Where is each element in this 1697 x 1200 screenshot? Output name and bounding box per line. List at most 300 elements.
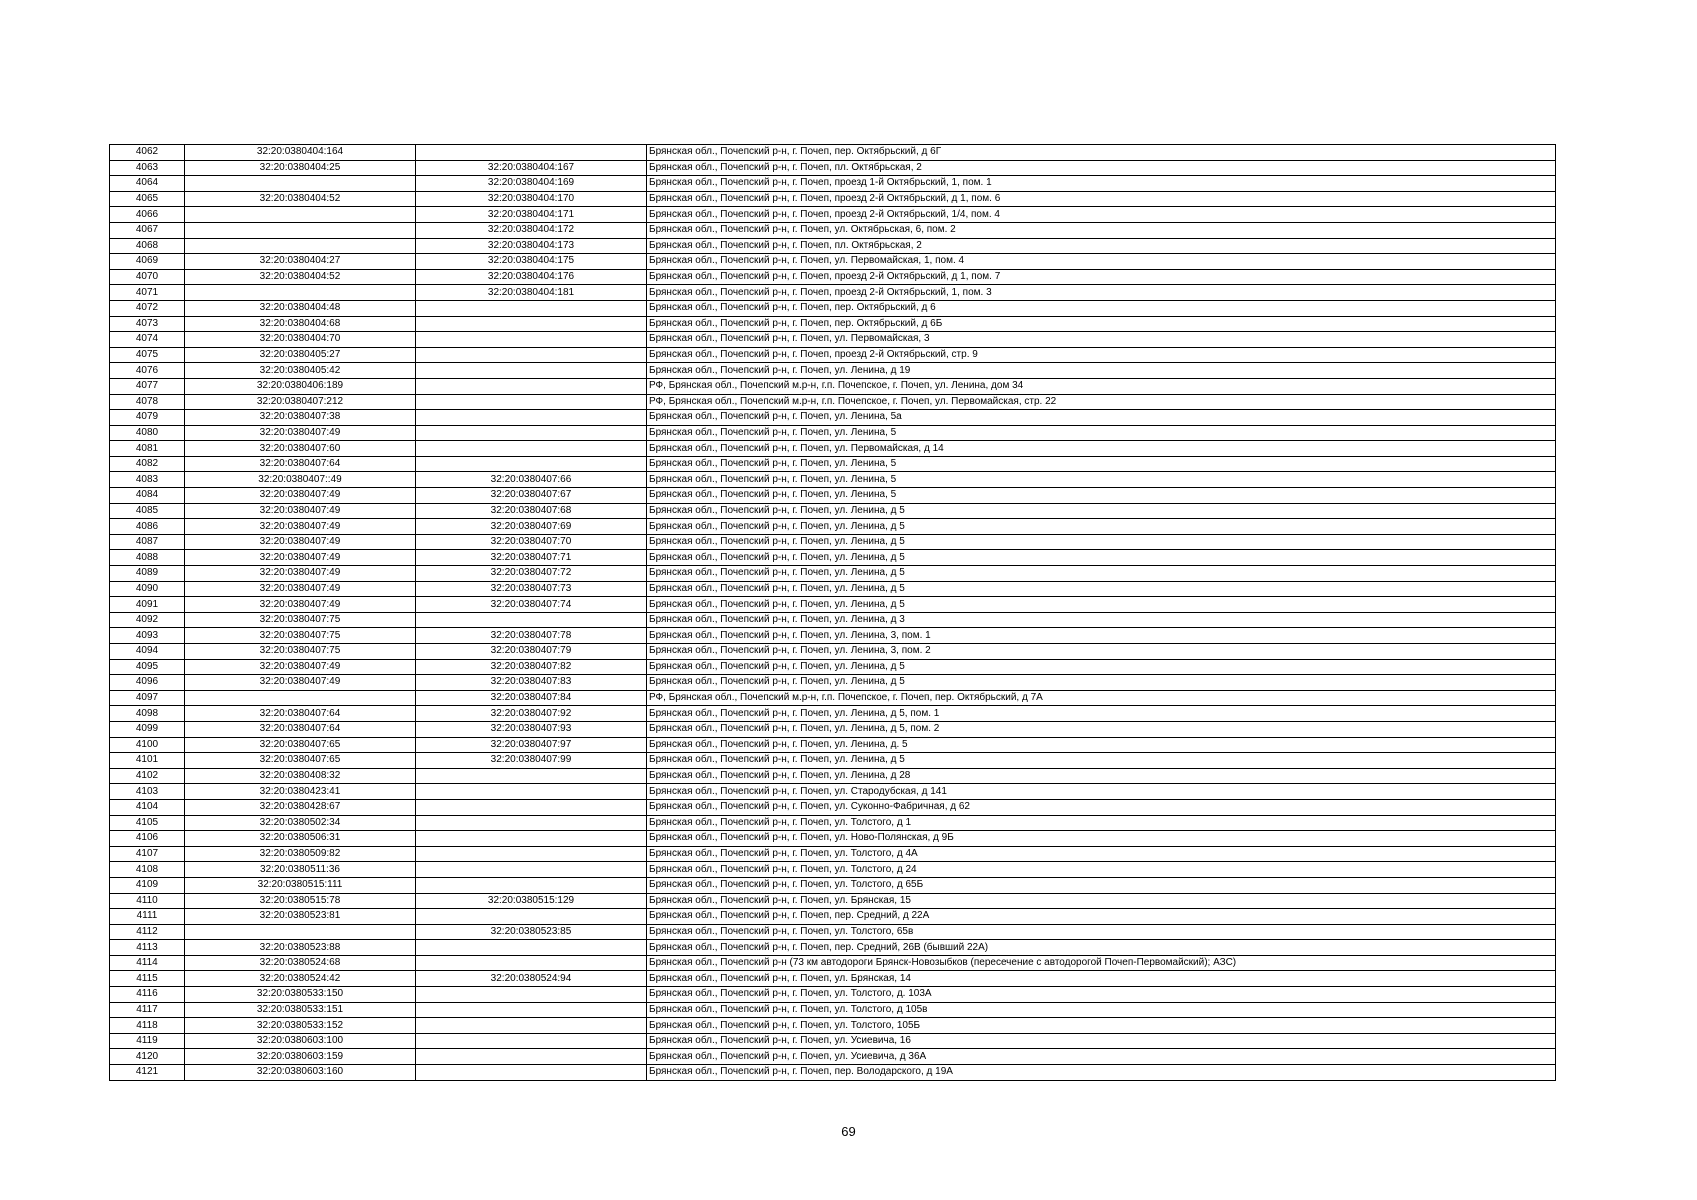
building-cadastral-number-cell: [416, 1033, 647, 1049]
land-cadastral-number-cell: 32:20:0380407:49: [185, 597, 416, 613]
address-cell: Брянская обл., Почепский р-н, г. Почеп, ул. Ленина, д 5: [647, 550, 1556, 566]
address-cell: Брянская обл., Почепский р-н, г. Почеп, проезд 2-й Октябрьский, д 1, пом. 6: [647, 191, 1556, 207]
table-row: [110, 893, 1556, 909]
table-row: [110, 145, 1556, 161]
row-number-cell: 4087: [110, 534, 185, 550]
table-row: [110, 425, 1556, 441]
table-row: [110, 644, 1556, 660]
address-cell: Брянская обл., Почепский р-н, г. Почеп, ул. Ленина, д 5, пом. 2: [647, 721, 1556, 737]
land-cadastral-number-cell: 32:20:0380502:34: [185, 815, 416, 831]
row-number-cell: 4107: [110, 846, 185, 862]
building-cadastral-number-cell: [416, 1002, 647, 1018]
row-number-cell: 4072: [110, 300, 185, 316]
table-row: [110, 753, 1556, 769]
table-row: [110, 987, 1556, 1003]
address-cell: Брянская обл., Почепский р-н, г. Почеп, ул. Толстого, 65в: [647, 924, 1556, 940]
address-cell: Брянская обл., Почепский р-н, г. Почеп, ул. Ленина, д 3: [647, 612, 1556, 628]
building-cadastral-number-cell: 32:20:0380404:172: [416, 222, 647, 238]
land-cadastral-number-cell: 32:20:0380406:189: [185, 378, 416, 394]
address-cell: Брянская обл., Почепский р-н, г. Почеп, ул. Ленина, д 28: [647, 768, 1556, 784]
address-cell: Брянская обл., Почепский р-н, г. Почеп, проезд 1-й Октябрьский, 1, пом. 1: [647, 176, 1556, 192]
land-cadastral-number-cell: 32:20:0380533:152: [185, 1018, 416, 1034]
land-cadastral-number-cell: 32:20:0380603:100: [185, 1033, 416, 1049]
land-cadastral-number-cell: 32:20:0380404:52: [185, 269, 416, 285]
table-row: [110, 300, 1556, 316]
address-cell: Брянская обл., Почепский р-н, г. Почеп, пер. Октябрьский, д 6: [647, 300, 1556, 316]
address-cell: Брянская обл., Почепский р-н, г. Почеп, ул. Толстого, д 65Б: [647, 877, 1556, 893]
land-cadastral-number-cell: 32:20:0380404:52: [185, 191, 416, 207]
address-cell: Брянская обл., Почепский р-н, г. Почеп, ул. Усиевича, д 36А: [647, 1049, 1556, 1065]
table-row: [110, 799, 1556, 815]
building-cadastral-number-cell: 32:20:0380404:167: [416, 160, 647, 176]
table-row: [110, 1049, 1556, 1065]
table-row: [110, 675, 1556, 691]
table-row: [110, 394, 1556, 410]
row-number-cell: 4101: [110, 753, 185, 769]
row-number-cell: 4116: [110, 987, 185, 1003]
row-number-cell: 4065: [110, 191, 185, 207]
land-cadastral-number-cell: 32:20:0380407:64: [185, 721, 416, 737]
land-cadastral-number-cell: [185, 176, 416, 192]
building-cadastral-number-cell: 32:20:0380407:83: [416, 675, 647, 691]
address-cell: Брянская обл., Почепский р-н, г. Почеп, пер. Володарского, д 19А: [647, 1065, 1556, 1081]
building-cadastral-number-cell: [416, 1049, 647, 1065]
land-cadastral-number-cell: [185, 285, 416, 301]
row-number-cell: 4088: [110, 550, 185, 566]
row-number-cell: 4096: [110, 675, 185, 691]
land-cadastral-number-cell: 32:20:0380404:68: [185, 316, 416, 332]
address-cell: Брянская обл., Почепский р-н, г. Почеп, ул. Ленина, д 5: [647, 519, 1556, 535]
building-cadastral-number-cell: 32:20:0380404:171: [416, 207, 647, 223]
table-row: [110, 316, 1556, 332]
address-cell: Брянская обл., Почепский р-н, г. Почеп, проезд 2-й Октябрьский, д 1, пом. 7: [647, 269, 1556, 285]
address-cell: Брянская обл., Почепский р-н, г. Почеп, ул. Брянская, 15: [647, 893, 1556, 909]
building-cadastral-number-cell: [416, 347, 647, 363]
building-cadastral-number-cell: [416, 425, 647, 441]
land-cadastral-number-cell: 32:20:0380407:65: [185, 737, 416, 753]
row-number-cell: 4103: [110, 784, 185, 800]
row-number-cell: 4086: [110, 519, 185, 535]
table-row: [110, 768, 1556, 784]
building-cadastral-number-cell: 32:20:0380407:66: [416, 472, 647, 488]
land-cadastral-number-cell: 32:20:0380407:75: [185, 628, 416, 644]
land-cadastral-number-cell: 32:20:0380407:60: [185, 441, 416, 457]
row-number-cell: 4110: [110, 893, 185, 909]
land-cadastral-number-cell: 32:20:0380407:75: [185, 612, 416, 628]
address-cell: Брянская обл., Почепский р-н, г. Почеп, ул. Суконно-Фабричная, д 62: [647, 799, 1556, 815]
address-cell: Брянская обл., Почепский р-н, г. Почеп, ул. Ленина, д 5: [647, 675, 1556, 691]
table-row: [110, 659, 1556, 675]
address-cell: РФ, Брянская обл., Почепский м.р-н, г.п. Почепское, г. Почеп, ул. Ленина, дом 34: [647, 378, 1556, 394]
row-number-cell: 4114: [110, 955, 185, 971]
building-cadastral-number-cell: [416, 877, 647, 893]
land-cadastral-number-cell: 32:20:0380407:49: [185, 675, 416, 691]
building-cadastral-number-cell: [416, 831, 647, 847]
address-cell: Брянская обл., Почепский р-н, г. Почеп, ул. Толстого, д. 103А: [647, 987, 1556, 1003]
building-cadastral-number-cell: 32:20:0380404:170: [416, 191, 647, 207]
address-cell: Брянская обл., Почепский р-н, г. Почеп, ул. Ленина, д 5: [647, 581, 1556, 597]
building-cadastral-number-cell: [416, 612, 647, 628]
land-cadastral-number-cell: 32:20:0380407:49: [185, 550, 416, 566]
address-cell: Брянская обл., Почепский р-н, г. Почеп, ул. Толстого, д 1: [647, 815, 1556, 831]
land-cadastral-number-cell: 32:20:0380511:36: [185, 862, 416, 878]
land-cadastral-number-cell: 32:20:0380533:151: [185, 1002, 416, 1018]
building-cadastral-number-cell: [416, 378, 647, 394]
table-row: [110, 581, 1556, 597]
building-cadastral-number-cell: [416, 940, 647, 956]
address-cell: Брянская обл., Почепский р-н, г. Почеп, пер. Средний, д 22А: [647, 909, 1556, 925]
row-number-cell: 4094: [110, 644, 185, 660]
address-cell: Брянская обл., Почепский р-н, г. Почеп, ул. Ленина, д 5, пом. 1: [647, 706, 1556, 722]
table-row: [110, 862, 1556, 878]
address-cell: РФ, Брянская обл., Почепский м.р-н, г.п. Почепское, г. Почеп, ул. Первомайская, стр. 22: [647, 394, 1556, 410]
row-number-cell: 4104: [110, 799, 185, 815]
building-cadastral-number-cell: 32:20:0380404:176: [416, 269, 647, 285]
row-number-cell: 4085: [110, 503, 185, 519]
building-cadastral-number-cell: [416, 955, 647, 971]
table-row: [110, 285, 1556, 301]
table-row: [110, 347, 1556, 363]
land-cadastral-number-cell: 32:20:0380404:27: [185, 254, 416, 270]
row-number-cell: 4109: [110, 877, 185, 893]
table-row: [110, 1018, 1556, 1034]
land-cadastral-number-cell: 32:20:0380506:31: [185, 831, 416, 847]
land-cadastral-number-cell: 32:20:0380515:78: [185, 893, 416, 909]
land-cadastral-number-cell: 32:20:0380407:212: [185, 394, 416, 410]
building-cadastral-number-cell: [416, 862, 647, 878]
land-cadastral-number-cell: 32:20:0380404:164: [185, 145, 416, 161]
land-cadastral-number-cell: 32:20:0380407:75: [185, 644, 416, 660]
address-cell: Брянская обл., Почепский р-н, г. Почеп, ул. Ленина, 3, пом. 2: [647, 644, 1556, 660]
table-row: [110, 472, 1556, 488]
land-cadastral-number-cell: 32:20:0380407:64: [185, 706, 416, 722]
property-registry-table: [109, 144, 1556, 1081]
building-cadastral-number-cell: [416, 784, 647, 800]
building-cadastral-number-cell: 32:20:0380515:129: [416, 893, 647, 909]
address-cell: Брянская обл., Почепский р-н, г. Почеп, пл. Октябрьская, 2: [647, 160, 1556, 176]
land-cadastral-number-cell: 32:20:0380524:68: [185, 955, 416, 971]
address-cell: Брянская обл., Почепский р-н, г. Почеп, ул. Первомайская, д 14: [647, 441, 1556, 457]
table-row: [110, 1065, 1556, 1081]
address-cell: Брянская обл., Почепский р-н, г. Почеп, ул. Ленина, 5: [647, 456, 1556, 472]
row-number-cell: 4084: [110, 488, 185, 504]
row-number-cell: 4064: [110, 176, 185, 192]
row-number-cell: 4118: [110, 1018, 185, 1034]
address-cell: Брянская обл., Почепский р-н, г. Почеп, пл. Октябрьская, 2: [647, 238, 1556, 254]
building-cadastral-number-cell: 32:20:0380404:173: [416, 238, 647, 254]
table-row: [110, 1002, 1556, 1018]
land-cadastral-number-cell: [185, 222, 416, 238]
address-cell: Брянская обл., Почепский р-н (73 км автодороги Брянск-Новозыбков (пересечение с автодорогой Почеп-Первомайский); АЗС): [647, 955, 1556, 971]
table-row: [110, 815, 1556, 831]
table-row: [110, 191, 1556, 207]
building-cadastral-number-cell: [416, 909, 647, 925]
row-number-cell: 4083: [110, 472, 185, 488]
row-number-cell: 4082: [110, 456, 185, 472]
table-row: [110, 612, 1556, 628]
address-cell: Брянская обл., Почепский р-н, г. Почеп, ул. Ленина, д 5: [647, 534, 1556, 550]
building-cadastral-number-cell: [416, 410, 647, 426]
land-cadastral-number-cell: 32:20:0380407:49: [185, 534, 416, 550]
building-cadastral-number-cell: 32:20:0380407:92: [416, 706, 647, 722]
land-cadastral-number-cell: 32:20:0380407:64: [185, 456, 416, 472]
row-number-cell: 4121: [110, 1065, 185, 1081]
table-row: [110, 909, 1556, 925]
address-cell: Брянская обл., Почепский р-н, г. Почеп, ул. Толстого, д 4А: [647, 846, 1556, 862]
row-number-cell: 4071: [110, 285, 185, 301]
address-cell: Брянская обл., Почепский р-н, г. Почеп, проезд 2-й Октябрьский, 1/4, пом. 4: [647, 207, 1556, 223]
building-cadastral-number-cell: 32:20:0380407:79: [416, 644, 647, 660]
address-cell: Брянская обл., Почепский р-н, г. Почеп, ул. Первомайская, 1, пом. 4: [647, 254, 1556, 270]
building-cadastral-number-cell: 32:20:0380407:78: [416, 628, 647, 644]
address-cell: Брянская обл., Почепский р-н, г. Почеп, ул. Ленина, д 19: [647, 363, 1556, 379]
row-number-cell: 4117: [110, 1002, 185, 1018]
table-row: [110, 784, 1556, 800]
building-cadastral-number-cell: 32:20:0380407:69: [416, 519, 647, 535]
row-number-cell: 4090: [110, 581, 185, 597]
row-number-cell: 4097: [110, 690, 185, 706]
table-row: [110, 628, 1556, 644]
address-cell: Брянская обл., Почепский р-н, г. Почеп, ул. Толстого, 105Б: [647, 1018, 1556, 1034]
land-cadastral-number-cell: 32:20:0380423:41: [185, 784, 416, 800]
row-number-cell: 4067: [110, 222, 185, 238]
table-row: [110, 940, 1556, 956]
address-cell: Брянская обл., Почепский р-н, г. Почеп, пер. Средний, 26В (бывший 22А): [647, 940, 1556, 956]
land-cadastral-number-cell: 32:20:0380404:48: [185, 300, 416, 316]
table-row: [110, 441, 1556, 457]
table-row: [110, 690, 1556, 706]
building-cadastral-number-cell: 32:20:0380407:71: [416, 550, 647, 566]
land-cadastral-number-cell: 32:20:0380603:159: [185, 1049, 416, 1065]
row-number-cell: 4098: [110, 706, 185, 722]
table-row: [110, 597, 1556, 613]
building-cadastral-number-cell: 32:20:0380407:67: [416, 488, 647, 504]
table-row: [110, 160, 1556, 176]
table-row: [110, 519, 1556, 535]
land-cadastral-number-cell: 32:20:0380603:160: [185, 1065, 416, 1081]
table-row: [110, 410, 1556, 426]
row-number-cell: 4099: [110, 721, 185, 737]
address-cell: РФ, Брянская обл., Почепский м.р-н, г.п. Почепское, г. Почеп, пер. Октябрьский, д 7А: [647, 690, 1556, 706]
row-number-cell: 4066: [110, 207, 185, 223]
row-number-cell: 4070: [110, 269, 185, 285]
address-cell: Брянская обл., Почепский р-н, г. Почеп, ул. Ленина, д. 5: [647, 737, 1556, 753]
address-cell: Брянская обл., Почепский р-н, г. Почеп, ул. Ленина, 3, пом. 1: [647, 628, 1556, 644]
land-cadastral-number-cell: 32:20:0380407:49: [185, 503, 416, 519]
address-cell: Брянская обл., Почепский р-н, г. Почеп, ул. Ленина, д 5: [647, 566, 1556, 582]
land-cadastral-number-cell: 32:20:0380407:49: [185, 425, 416, 441]
row-number-cell: 4106: [110, 831, 185, 847]
address-cell: Брянская обл., Почепский р-н, г. Почеп, ул. Толстого, д 105в: [647, 1002, 1556, 1018]
address-cell: Брянская обл., Почепский р-н, г. Почеп, ул. Ленина, д 5: [647, 597, 1556, 613]
land-cadastral-number-cell: 32:20:0380407:49: [185, 581, 416, 597]
address-cell: Брянская обл., Почепский р-н, г. Почеп, ул. Толстого, д 24: [647, 862, 1556, 878]
row-number-cell: 4100: [110, 737, 185, 753]
address-cell: Брянская обл., Почепский р-н, г. Почеп, ул. Ленина, д 5: [647, 659, 1556, 675]
building-cadastral-number-cell: [416, 363, 647, 379]
building-cadastral-number-cell: 32:20:0380407:82: [416, 659, 647, 675]
row-number-cell: 4095: [110, 659, 185, 675]
land-cadastral-number-cell: 32:20:0380405:42: [185, 363, 416, 379]
land-cadastral-number-cell: [185, 207, 416, 223]
table-row: [110, 971, 1556, 987]
land-cadastral-number-cell: 32:20:0380407:49: [185, 488, 416, 504]
building-cadastral-number-cell: 32:20:0380404:169: [416, 176, 647, 192]
table-row: [110, 238, 1556, 254]
address-cell: Брянская обл., Почепский р-н, г. Почеп, ул. Ленина, 5: [647, 488, 1556, 504]
table-row: [110, 550, 1556, 566]
land-cadastral-number-cell: 32:20:0380523:81: [185, 909, 416, 925]
table-row: [110, 176, 1556, 192]
land-cadastral-number-cell: 32:20:0380407:38: [185, 410, 416, 426]
building-cadastral-number-cell: [416, 300, 647, 316]
table-row: [110, 254, 1556, 270]
address-cell: Брянская обл., Почепский р-н, г. Почеп, ул. Брянская, 14: [647, 971, 1556, 987]
land-cadastral-number-cell: 32:20:0380407:49: [185, 659, 416, 675]
building-cadastral-number-cell: 32:20:0380407:74: [416, 597, 647, 613]
row-number-cell: 4091: [110, 597, 185, 613]
address-cell: Брянская обл., Почепский р-н, г. Почеп, проезд 2-й Октябрьский, стр. 9: [647, 347, 1556, 363]
row-number-cell: 4092: [110, 612, 185, 628]
table-row: [110, 706, 1556, 722]
land-cadastral-number-cell: 32:20:0380407:49: [185, 519, 416, 535]
land-cadastral-number-cell: 32:20:0380515:111: [185, 877, 416, 893]
address-cell: Брянская обл., Почепский р-н, г. Почеп, ул. Стародубская, д 141: [647, 784, 1556, 800]
building-cadastral-number-cell: 32:20:0380407:97: [416, 737, 647, 753]
address-cell: Брянская обл., Почепский р-н, г. Почеп, ул. Ленина, 5: [647, 472, 1556, 488]
row-number-cell: 4062: [110, 145, 185, 161]
building-cadastral-number-cell: [416, 815, 647, 831]
row-number-cell: 4069: [110, 254, 185, 270]
land-cadastral-number-cell: 32:20:0380407:49: [185, 566, 416, 582]
building-cadastral-number-cell: [416, 316, 647, 332]
address-cell: Брянская обл., Почепский р-н, г. Почеп, пер. Октябрьский, д 6Б: [647, 316, 1556, 332]
row-number-cell: 4073: [110, 316, 185, 332]
building-cadastral-number-cell: 32:20:0380523:85: [416, 924, 647, 940]
table-row: [110, 207, 1556, 223]
building-cadastral-number-cell: 32:20:0380524:94: [416, 971, 647, 987]
building-cadastral-number-cell: [416, 1018, 647, 1034]
row-number-cell: 4079: [110, 410, 185, 426]
land-cadastral-number-cell: 32:20:0380509:82: [185, 846, 416, 862]
address-cell: Брянская обл., Почепский р-н, г. Почеп, ул. Первомайская, 3: [647, 332, 1556, 348]
row-number-cell: 4112: [110, 924, 185, 940]
table-row: [110, 363, 1556, 379]
row-number-cell: 4111: [110, 909, 185, 925]
building-cadastral-number-cell: 32:20:0380407:93: [416, 721, 647, 737]
table-row: [110, 269, 1556, 285]
table-row: [110, 488, 1556, 504]
land-cadastral-number-cell: 32:20:0380408:32: [185, 768, 416, 784]
row-number-cell: 4078: [110, 394, 185, 410]
address-cell: Брянская обл., Почепский р-н, г. Почеп, ул. Октябрьская, 6, пом. 2: [647, 222, 1556, 238]
table-row: [110, 737, 1556, 753]
building-cadastral-number-cell: 32:20:0380407:70: [416, 534, 647, 550]
table-row: [110, 534, 1556, 550]
page-number: 69: [841, 1124, 856, 1139]
land-cadastral-number-cell: 32:20:0380533:150: [185, 987, 416, 1003]
address-cell: Брянская обл., Почепский р-н, г. Почеп, ул. Ленина, д 5: [647, 503, 1556, 519]
building-cadastral-number-cell: [416, 1065, 647, 1081]
building-cadastral-number-cell: 32:20:0380404:181: [416, 285, 647, 301]
table-row: [110, 378, 1556, 394]
row-number-cell: 4108: [110, 862, 185, 878]
table-row: [110, 924, 1556, 940]
row-number-cell: 4105: [110, 815, 185, 831]
row-number-cell: 4077: [110, 378, 185, 394]
row-number-cell: 4120: [110, 1049, 185, 1065]
row-number-cell: 4063: [110, 160, 185, 176]
row-number-cell: 4115: [110, 971, 185, 987]
address-cell: Брянская обл., Почепский р-н, г. Почеп, ул. Ново-Полянская, д 9Б: [647, 831, 1556, 847]
table-row: [110, 877, 1556, 893]
building-cadastral-number-cell: 32:20:0380407:73: [416, 581, 647, 597]
building-cadastral-number-cell: 32:20:0380404:175: [416, 254, 647, 270]
table-row: [110, 955, 1556, 971]
building-cadastral-number-cell: [416, 768, 647, 784]
building-cadastral-number-cell: [416, 456, 647, 472]
land-cadastral-number-cell: 32:20:0380523:88: [185, 940, 416, 956]
table-row: [110, 503, 1556, 519]
row-number-cell: 4068: [110, 238, 185, 254]
building-cadastral-number-cell: 32:20:0380407:99: [416, 753, 647, 769]
land-cadastral-number-cell: 32:20:0380407::49: [185, 472, 416, 488]
building-cadastral-number-cell: [416, 332, 647, 348]
building-cadastral-number-cell: [416, 394, 647, 410]
row-number-cell: 4119: [110, 1033, 185, 1049]
land-cadastral-number-cell: 32:20:0380405:27: [185, 347, 416, 363]
row-number-cell: 4075: [110, 347, 185, 363]
land-cadastral-number-cell: [185, 690, 416, 706]
row-number-cell: 4080: [110, 425, 185, 441]
row-number-cell: 4113: [110, 940, 185, 956]
row-number-cell: 4076: [110, 363, 185, 379]
building-cadastral-number-cell: [416, 145, 647, 161]
land-cadastral-number-cell: 32:20:0380524:42: [185, 971, 416, 987]
address-cell: Брянская обл., Почепский р-н, г. Почеп, ул. Ленина, д 5: [647, 753, 1556, 769]
table-row: [110, 831, 1556, 847]
row-number-cell: 4074: [110, 332, 185, 348]
building-cadastral-number-cell: 32:20:0380407:72: [416, 566, 647, 582]
building-cadastral-number-cell: [416, 987, 647, 1003]
table-row: [110, 222, 1556, 238]
building-cadastral-number-cell: [416, 799, 647, 815]
building-cadastral-number-cell: [416, 846, 647, 862]
land-cadastral-number-cell: 32:20:0380428:67: [185, 799, 416, 815]
land-cadastral-number-cell: 32:20:0380404:25: [185, 160, 416, 176]
building-cadastral-number-cell: 32:20:0380407:68: [416, 503, 647, 519]
land-cadastral-number-cell: [185, 924, 416, 940]
row-number-cell: 4102: [110, 768, 185, 784]
address-cell: Брянская обл., Почепский р-н, г. Почеп, ул. Ленина, 5: [647, 425, 1556, 441]
building-cadastral-number-cell: 32:20:0380407:84: [416, 690, 647, 706]
address-cell: Брянская обл., Почепский р-н, г. Почеп, пер. Октябрьский, д 6Г: [647, 145, 1556, 161]
table-row: [110, 456, 1556, 472]
table-row: [110, 721, 1556, 737]
address-cell: Брянская обл., Почепский р-н, г. Почеп, проезд 2-й Октябрьский, 1, пом. 3: [647, 285, 1556, 301]
table-row: [110, 846, 1556, 862]
table-row: [110, 1033, 1556, 1049]
table-body: [110, 145, 1556, 1081]
table-row: [110, 566, 1556, 582]
table-row: [110, 332, 1556, 348]
land-cadastral-number-cell: [185, 238, 416, 254]
land-cadastral-number-cell: 32:20:0380407:65: [185, 753, 416, 769]
row-number-cell: 4093: [110, 628, 185, 644]
row-number-cell: 4081: [110, 441, 185, 457]
address-cell: Брянская обл., Почепский р-н, г. Почеп, ул. Усиевича, 16: [647, 1033, 1556, 1049]
land-cadastral-number-cell: 32:20:0380404:70: [185, 332, 416, 348]
